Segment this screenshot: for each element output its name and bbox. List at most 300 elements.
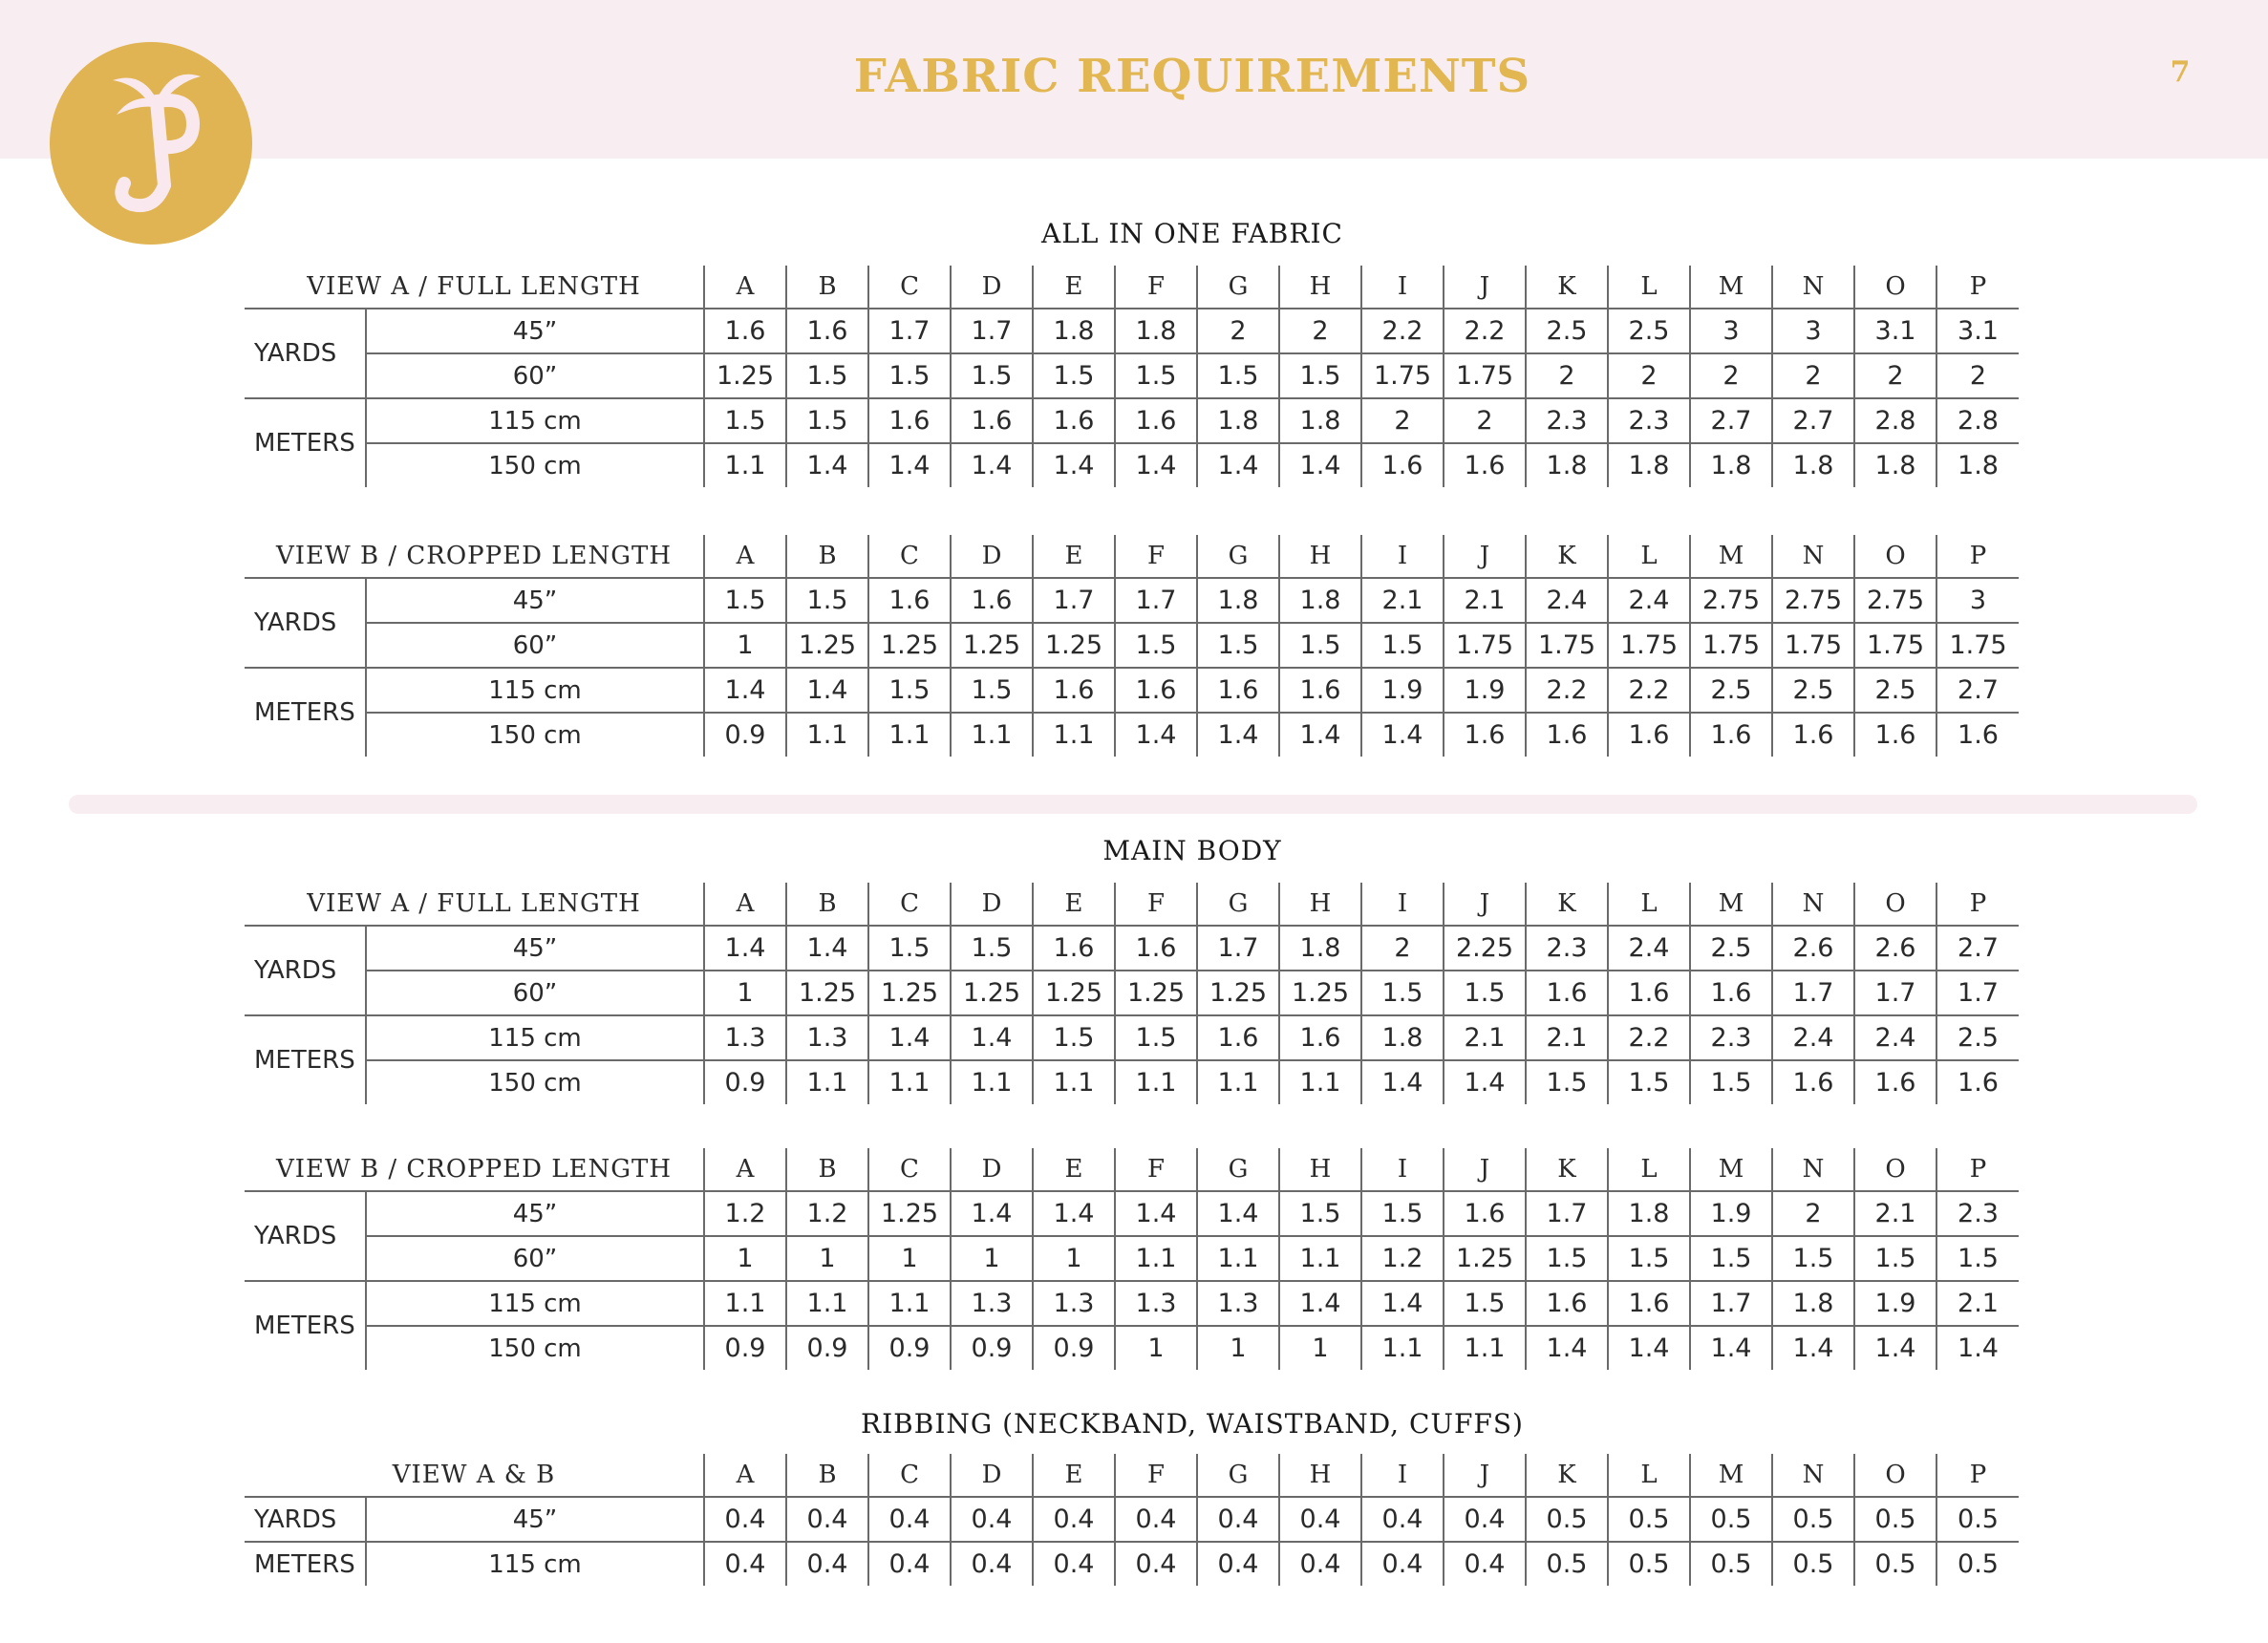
yardage-cell: 2.2 (1444, 309, 1526, 353)
fabric-width: 60” (366, 623, 704, 668)
yardage-cell: 1.6 (1608, 1281, 1690, 1326)
yardage-cell: 2.5 (1690, 668, 1772, 713)
yardage-cell: 0.4 (1197, 1542, 1279, 1586)
yardage-cell: 3.1 (1936, 309, 2019, 353)
size-header: J (1444, 1148, 1526, 1191)
fabric-width: 115 cm (366, 398, 704, 443)
yardage-cell: 1.6 (1197, 1015, 1279, 1060)
table-row (245, 1236, 2019, 1281)
yardage-cell: 1.8 (1279, 398, 1361, 443)
yardage-cell: 1.2 (704, 1191, 786, 1236)
yardage-cell: 2.3 (1608, 398, 1690, 443)
yardage-cell: 1.1 (704, 443, 786, 487)
yardage-cell: 1.8 (1690, 443, 1772, 487)
yardage-cell: 2.25 (1444, 926, 1526, 971)
table-row (245, 713, 2019, 757)
yardage-cell: 0.4 (1361, 1542, 1444, 1586)
yardage-cell: 1.8 (1033, 309, 1115, 353)
yardage-cell: 1.6 (1854, 713, 1936, 757)
yardage-cell: 1.1 (1279, 1236, 1361, 1281)
size-header: D (951, 883, 1033, 926)
yardage-cell: 1.5 (704, 578, 786, 623)
yardage-cell: 2.5 (1526, 309, 1608, 353)
yardage-cell: 2 (1772, 1191, 1854, 1236)
yardage-cell: 2.6 (1772, 926, 1854, 971)
yardage-cell: 1.4 (1279, 713, 1361, 757)
yardage-cell: 1.7 (1033, 578, 1115, 623)
unit-label: YARDS (245, 1497, 366, 1542)
yardage-cell: 0.4 (1444, 1497, 1526, 1542)
size-header: G (1197, 266, 1279, 309)
yardage-cell: 2.1 (1526, 1015, 1608, 1060)
yardage-cell: 1.5 (1526, 1060, 1608, 1104)
yardage-cell: 0.5 (1690, 1542, 1772, 1586)
yardage-cell: 1.1 (951, 1060, 1033, 1104)
yardage-cell: 1.75 (1444, 353, 1526, 398)
size-header: B (786, 266, 868, 309)
yardage-cell: 1.1 (1279, 1060, 1361, 1104)
yardage-cell: 1.4 (1115, 1191, 1197, 1236)
yardage-cell: 0.4 (786, 1497, 868, 1542)
yardage-cell: 1.5 (1854, 1236, 1936, 1281)
size-header: D (951, 266, 1033, 309)
yardage-cell: 1.1 (1444, 1326, 1526, 1370)
view-label: VIEW B / CROPPED LENGTH (245, 535, 704, 578)
yardage-cell: 2.7 (1690, 398, 1772, 443)
yardage-cell: 2.75 (1854, 578, 1936, 623)
yardage-cell: 1.8 (1197, 578, 1279, 623)
size-header: M (1690, 883, 1772, 926)
yardage-cell: 1.6 (1854, 1060, 1936, 1104)
yardage-cell: 0.9 (704, 713, 786, 757)
yardage-cell: 1.4 (951, 1015, 1033, 1060)
fabric-width: 45” (366, 578, 704, 623)
yardage-cell: 1.7 (1526, 1191, 1608, 1236)
yardage-cell: 1.5 (1279, 1191, 1361, 1236)
yardage-cell: 0.4 (1115, 1542, 1197, 1586)
yardage-cell: 1.4 (1033, 443, 1115, 487)
yardage-cell: 1.6 (1772, 1060, 1854, 1104)
size-header: A (704, 266, 786, 309)
yardage-cell: 1.3 (704, 1015, 786, 1060)
yardage-cell: 2.8 (1936, 398, 2019, 443)
unit-label: METERS (245, 1542, 366, 1586)
yardage-cell: 2.1 (1361, 578, 1444, 623)
yardage-cell: 1.9 (1444, 668, 1526, 713)
yardage-cell: 1.75 (1936, 623, 2019, 668)
fabric-width: 150 cm (366, 713, 704, 757)
yardage-cell: 1.6 (1115, 668, 1197, 713)
yardage-cell: 0.9 (951, 1326, 1033, 1370)
yardage-cell: 1.4 (951, 1191, 1033, 1236)
yardage-cell: 1.1 (786, 1281, 868, 1326)
yardage-cell: 1.4 (1772, 1326, 1854, 1370)
size-header: B (786, 1454, 868, 1497)
yardage-cell: 1.75 (1526, 623, 1608, 668)
yardage-cell: 1.1 (1361, 1326, 1444, 1370)
yardage-cell: 2.4 (1608, 926, 1690, 971)
yardage-cell: 1.4 (868, 1015, 951, 1060)
yardage-cell: 2.5 (1936, 1015, 2019, 1060)
yardage-cell: 2.5 (1608, 309, 1690, 353)
yardage-cell: 0.5 (1608, 1497, 1690, 1542)
table-row (245, 926, 2019, 971)
yardage-cell: 1.25 (868, 1191, 951, 1236)
yardage-cell: 1.1 (868, 1281, 951, 1326)
yardage-cell: 1.8 (1361, 1015, 1444, 1060)
yardage-cell: 1.8 (1854, 443, 1936, 487)
yardage-cell: 1.4 (1115, 443, 1197, 487)
yardage-cell: 1.75 (1444, 623, 1526, 668)
size-header: B (786, 535, 868, 578)
fabric-width: 45” (366, 309, 704, 353)
size-header: J (1444, 535, 1526, 578)
yardage-cell: 1.6 (1033, 398, 1115, 443)
yardage-cell: 1.6 (1279, 668, 1361, 713)
size-header: B (786, 883, 868, 926)
yardage-cell: 1.25 (704, 353, 786, 398)
size-header: P (1969, 889, 1987, 918)
yardage-cell: 1.5 (1197, 623, 1279, 668)
yardage-cell: 1 (951, 1236, 1033, 1281)
yardage-cell: 2 (1854, 353, 1936, 398)
view-label: VIEW B / CROPPED LENGTH (245, 1148, 704, 1191)
yardage-cell: 1.5 (868, 668, 951, 713)
yardage-cell: 0.4 (1361, 1497, 1444, 1542)
yardage-cell: 1.25 (1033, 623, 1115, 668)
yardage-cell: 1.5 (1361, 971, 1444, 1015)
yardage-cell: 1 (1115, 1326, 1197, 1370)
yardage-cell: 1.25 (868, 623, 951, 668)
yardage-cell: 2 (1444, 398, 1526, 443)
yardage-cell: 1.2 (1361, 1236, 1444, 1281)
yardage-cell: 1.75 (1361, 353, 1444, 398)
yardage-cell: 2.6 (1854, 926, 1936, 971)
yardage-cell: 1.5 (1526, 1236, 1608, 1281)
yardage-cell: 1.7 (1772, 971, 1854, 1015)
yardage-cell: 2 (1361, 926, 1444, 971)
yardage-cell: 2.4 (1526, 578, 1608, 623)
yardage-cell: 1.8 (1279, 578, 1361, 623)
size-header: O (1854, 883, 1936, 926)
yardage-cell: 1.5 (786, 353, 868, 398)
yardage-cell: 1.3 (1115, 1281, 1197, 1326)
size-header: F (1115, 535, 1197, 578)
yardage-cell: 0.4 (1279, 1542, 1361, 1586)
size-header: G (1197, 1454, 1279, 1497)
yardage-cell: 1.3 (786, 1015, 868, 1060)
yardage-cell: 1.1 (704, 1281, 786, 1326)
yardage-cell: 2.3 (1526, 398, 1608, 443)
yardage-cell: 0.4 (868, 1542, 951, 1586)
size-header: P (1969, 272, 1987, 301)
table-row (245, 1542, 2019, 1586)
size-header: O (1854, 1454, 1936, 1497)
section-title: RIBBING (NECKBAND, WAISTBAND, CUFFS) (861, 1408, 1524, 1440)
yardage-cell: 1.8 (1197, 398, 1279, 443)
yardage-cell: 1.7 (951, 309, 1033, 353)
yardage-cell: 1.8 (1115, 309, 1197, 353)
size-header: N (1772, 883, 1854, 926)
view-label: VIEW A / FULL LENGTH (245, 266, 704, 309)
yardage-cell: 1 (704, 971, 786, 1015)
yardage-cell: 1.5 (1690, 1060, 1772, 1104)
yardage-cell: 0.4 (704, 1497, 786, 1542)
yardage-cell: 1.4 (704, 668, 786, 713)
yardage-cell: 2.2 (1526, 668, 1608, 713)
size-header: M (1690, 266, 1772, 309)
yardage-cell: 1.9 (1690, 1191, 1772, 1236)
yardage-cell: 0.9 (704, 1060, 786, 1104)
yardage-cell: 1.6 (1608, 713, 1690, 757)
yardage-cell: 1.6 (951, 398, 1033, 443)
view-label: VIEW A / FULL LENGTH (245, 883, 704, 926)
yardage-cell: 1.6 (704, 309, 786, 353)
yardage-cell: 1.6 (1444, 713, 1526, 757)
yardage-cell: 1.75 (1690, 623, 1772, 668)
fabric-table (245, 883, 2019, 1104)
yardage-cell: 1.4 (868, 443, 951, 487)
yardage-cell: 2.2 (1361, 309, 1444, 353)
yardage-cell: 0.5 (1690, 1497, 1772, 1542)
yardage-cell: 1.75 (1608, 623, 1690, 668)
yardage-cell: 0.5 (1936, 1542, 2019, 1586)
yardage-cell: 2.5 (1854, 668, 1936, 713)
yardage-cell: 1.25 (951, 971, 1033, 1015)
yardage-cell: 1.5 (1444, 971, 1526, 1015)
page-number: 7 (2170, 55, 2191, 89)
yardage-cell: 1.7 (1854, 971, 1936, 1015)
yardage-cell: 1.25 (1033, 971, 1115, 1015)
yardage-cell: 0.4 (868, 1497, 951, 1542)
yardage-cell: 1.4 (704, 926, 786, 971)
yardage-cell: 1.6 (1197, 668, 1279, 713)
yardage-cell: 2.1 (1854, 1191, 1936, 1236)
yardage-cell: 1.6 (1033, 926, 1115, 971)
yardage-cell: 1.75 (1854, 623, 1936, 668)
fabric-width: 45” (366, 1191, 704, 1236)
unit-label: YARDS (245, 578, 366, 668)
size-header: M (1690, 1148, 1772, 1191)
yardage-cell: 2.7 (1936, 668, 2019, 713)
table-row (245, 1281, 2019, 1326)
yardage-cell: 0.4 (704, 1542, 786, 1586)
yardage-cell: 1 (868, 1236, 951, 1281)
yardage-cell: 1.5 (951, 353, 1033, 398)
size-header: A (704, 1148, 786, 1191)
yardage-cell: 1.4 (1936, 1326, 2019, 1370)
yardage-cell: 1.4 (1279, 443, 1361, 487)
fabric-width: 45” (366, 1497, 704, 1542)
yardage-cell: 1.3 (1033, 1281, 1115, 1326)
size-header: K (1526, 1454, 1608, 1497)
yardage-cell: 0.4 (1033, 1497, 1115, 1542)
size-header: J (1444, 883, 1526, 926)
yardage-cell: 2.75 (1772, 578, 1854, 623)
table-row (245, 443, 2019, 487)
yardage-cell: 1.8 (1772, 1281, 1854, 1326)
yardage-cell: 2.4 (1854, 1015, 1936, 1060)
yardage-cell: 2 (1772, 353, 1854, 398)
fabric-width: 115 cm (366, 1281, 704, 1326)
size-header: G (1197, 535, 1279, 578)
table-row (245, 1060, 2019, 1104)
size-header: G (1197, 1148, 1279, 1191)
yardage-cell: 1.8 (1279, 926, 1361, 971)
size-header: I (1361, 1454, 1444, 1497)
size-header: F (1115, 1148, 1197, 1191)
size-header: D (951, 535, 1033, 578)
yardage-cell: 1.7 (1936, 971, 2019, 1015)
yardage-cell: 1.1 (1115, 1236, 1197, 1281)
yardage-cell: 1.5 (1197, 353, 1279, 398)
yardage-cell: 1.1 (786, 713, 868, 757)
yardage-cell: 1.4 (1361, 1281, 1444, 1326)
yardage-cell: 0.9 (704, 1326, 786, 1370)
yardage-cell: 1.25 (1279, 971, 1361, 1015)
table-row (245, 623, 2019, 668)
yardage-cell: 0.4 (1279, 1497, 1361, 1542)
size-header: C (868, 1454, 951, 1497)
unit-label: METERS (245, 398, 366, 487)
fabric-width: 150 cm (366, 1326, 704, 1370)
yardage-cell: 1 (704, 623, 786, 668)
yardage-cell: 1.5 (868, 353, 951, 398)
yardage-cell: 1.5 (951, 668, 1033, 713)
yardage-cell: 1.3 (1197, 1281, 1279, 1326)
yardage-cell: 1.25 (1115, 971, 1197, 1015)
yardage-cell: 2.7 (1772, 398, 1854, 443)
yardage-cell: 1.4 (1197, 1191, 1279, 1236)
size-header: A (704, 535, 786, 578)
yardage-cell: 1.5 (1115, 1015, 1197, 1060)
yardage-cell: 2.3 (1690, 1015, 1772, 1060)
yardage-cell: 1.25 (868, 971, 951, 1015)
yardage-cell: 1.1 (1033, 1060, 1115, 1104)
yardage-cell: 0.5 (1772, 1542, 1854, 1586)
yardage-cell: 1.7 (1690, 1281, 1772, 1326)
yardage-cell: 0.4 (951, 1497, 1033, 1542)
yardage-cell: 1.1 (1033, 713, 1115, 757)
table-row (245, 398, 2019, 443)
table-row (245, 1015, 2019, 1060)
yardage-cell: 1.8 (1608, 1191, 1690, 1236)
yardage-cell: 1.6 (1444, 443, 1526, 487)
yardage-cell: 2.1 (1444, 578, 1526, 623)
yardage-cell: 1.8 (1526, 443, 1608, 487)
yardage-cell: 0.5 (1608, 1542, 1690, 1586)
size-header: G (1197, 883, 1279, 926)
size-header: N (1772, 1454, 1854, 1497)
size-header: H (1279, 1454, 1361, 1497)
yardage-cell: 3 (1772, 309, 1854, 353)
yardage-cell: 1.6 (1936, 1060, 2019, 1104)
yardage-cell: 1.4 (1115, 713, 1197, 757)
size-header: E (1033, 1148, 1115, 1191)
yardage-cell: 1.8 (1772, 443, 1854, 487)
section-divider (69, 795, 2197, 814)
yardage-cell: 0.9 (1033, 1326, 1115, 1370)
yardage-cell: 0.4 (1115, 1497, 1197, 1542)
table-row (245, 1497, 2019, 1542)
fabric-width: 115 cm (366, 1542, 704, 1586)
yardage-cell: 0.4 (951, 1542, 1033, 1586)
table-row (245, 971, 2019, 1015)
size-header: J (1444, 1454, 1526, 1497)
table-row (245, 353, 2019, 398)
yardage-cell: 1.6 (1690, 713, 1772, 757)
view-label: VIEW A & B (245, 1454, 704, 1497)
fabric-table (245, 1148, 2019, 1370)
yardage-cell: 2.8 (1854, 398, 1936, 443)
size-header: O (1854, 266, 1936, 309)
yardage-cell: 2.3 (1936, 1191, 2019, 1236)
size-header: N (1772, 535, 1854, 578)
size-header: A (704, 1454, 786, 1497)
yardage-cell: 2 (1279, 309, 1361, 353)
size-header: K (1526, 1148, 1608, 1191)
yardage-cell: 1.4 (1033, 1191, 1115, 1236)
yardage-cell: 1.5 (704, 398, 786, 443)
section-title: MAIN BODY (1102, 835, 1282, 866)
yardage-cell: 1.5 (1608, 1060, 1690, 1104)
table-row (245, 668, 2019, 713)
size-header: P (1969, 542, 1987, 570)
yardage-cell: 1.5 (1361, 623, 1444, 668)
size-header: L (1608, 883, 1690, 926)
size-header: C (868, 883, 951, 926)
table-row (245, 1191, 2019, 1236)
size-header: I (1361, 883, 1444, 926)
yardage-cell: 1.4 (1361, 713, 1444, 757)
yardage-cell: 1.5 (1444, 1281, 1526, 1326)
yardage-cell: 1.9 (1361, 668, 1444, 713)
size-header: J (1444, 266, 1526, 309)
size-header: E (1033, 266, 1115, 309)
yardage-cell: 2.1 (1936, 1281, 2019, 1326)
yardage-cell: 1.6 (1444, 1191, 1526, 1236)
size-header: B (786, 1148, 868, 1191)
size-header: A (704, 883, 786, 926)
yardage-cell: 2 (1361, 398, 1444, 443)
fabric-table (245, 1454, 2019, 1586)
yardage-cell: 1.5 (1115, 623, 1197, 668)
yardage-cell: 2.3 (1526, 926, 1608, 971)
size-header: F (1115, 883, 1197, 926)
yardage-cell: 0.5 (1526, 1542, 1608, 1586)
unit-label: YARDS (245, 309, 366, 398)
yardage-cell: 1.4 (1854, 1326, 1936, 1370)
yardage-cell: 1.5 (1936, 1236, 2019, 1281)
yardage-cell: 1.5 (1279, 353, 1361, 398)
yardage-cell: 1.5 (1279, 623, 1361, 668)
yardage-cell: 1.4 (1197, 713, 1279, 757)
size-header: L (1608, 1454, 1690, 1497)
size-header: I (1361, 535, 1444, 578)
yardage-cell: 1 (1033, 1236, 1115, 1281)
page-title: FABRIC REQUIREMENTS (853, 50, 1531, 103)
yardage-cell: 2 (1936, 353, 2019, 398)
yardage-cell: 1.1 (951, 713, 1033, 757)
yardage-cell: 2.5 (1772, 668, 1854, 713)
size-header: H (1279, 266, 1361, 309)
yardage-cell: 3 (1936, 578, 2019, 623)
size-header: N (1772, 1148, 1854, 1191)
size-header: C (868, 535, 951, 578)
yardage-cell: 1.5 (1690, 1236, 1772, 1281)
fabric-table (245, 535, 2019, 757)
size-header-row (245, 1454, 2019, 1497)
